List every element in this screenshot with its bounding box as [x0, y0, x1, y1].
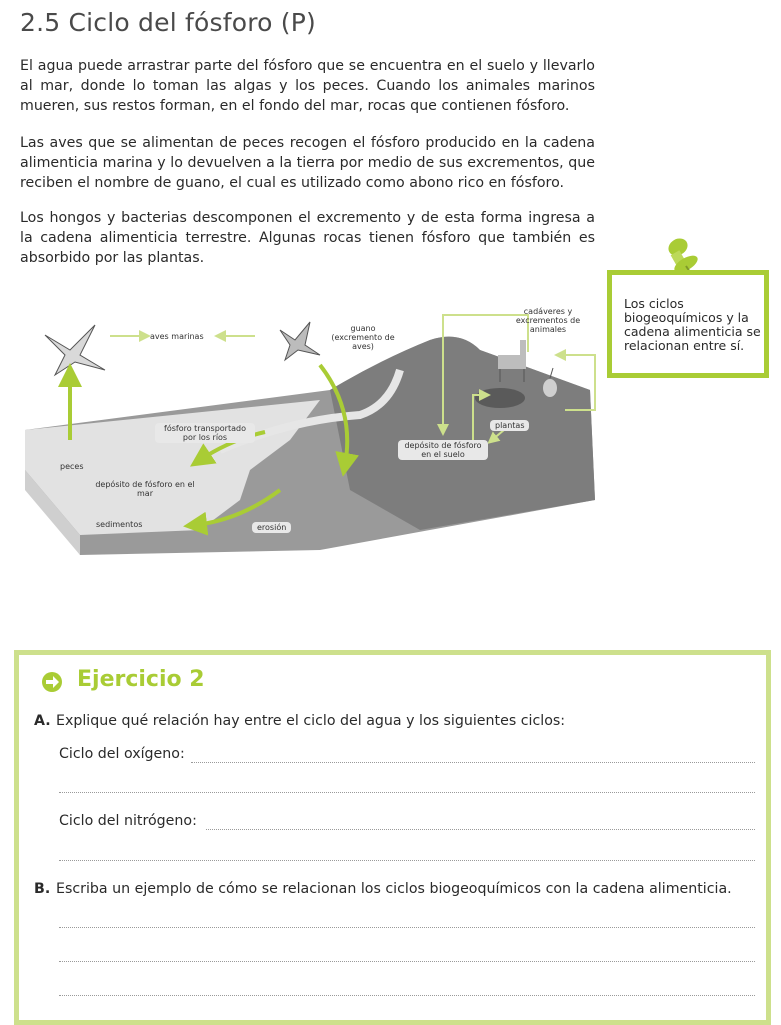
- page-title: 2.5 Ciclo del fósforo (P): [20, 8, 316, 37]
- exercise-box: [14, 650, 771, 1025]
- arrow-circle-icon: [41, 671, 63, 693]
- answer-line-nitrogen-2[interactable]: [59, 860, 755, 861]
- label-guano: guano (excremento de aves): [331, 324, 395, 351]
- label-erosion: erosión: [252, 522, 291, 533]
- question-a-text: Explique qué relación hay entre el ciclo del agua y los siguientes ciclos:: [56, 713, 566, 729]
- note-box: [607, 270, 769, 378]
- label-sedimentos: sedimentos: [96, 520, 143, 529]
- answer-line-b-1[interactable]: [59, 927, 755, 928]
- exercise-title: Ejercicio 2: [77, 667, 205, 692]
- answer-line-oxygen-1[interactable]: [191, 762, 755, 763]
- hare: [543, 368, 557, 397]
- answer-line-nitrogen-1[interactable]: [206, 829, 755, 830]
- answer-line-b-2[interactable]: [59, 961, 755, 962]
- label-fosforo-rios: fósforo transportado por los ríos: [155, 423, 255, 443]
- nitrogen-label: Ciclo del nitrógeno:: [59, 813, 197, 829]
- question-b: [34, 881, 732, 897]
- label-deposito-suelo: depósito de fósforo en el suelo: [398, 440, 488, 460]
- paragraph-3: Los hongos y bacterias descomponen el excremento y de esta forma ingresa a la cadena alimenticia terrestre. Algunas rocas tienen fósforo que también es absorbido por las plantas.: [20, 210, 595, 266]
- seabird-right: [280, 322, 320, 360]
- answer-line-oxygen-2[interactable]: [59, 792, 755, 793]
- question-a-letter: A.: [34, 713, 51, 729]
- oxygen-label: Ciclo del oxígeno:: [59, 746, 185, 762]
- paragraph-2: Las aves que se alimentan de peces recogen el fósforo producido en la cadena alimenticia marina y lo devuelven a la tierra por medio de sus excrementos, que reciben el nombre de guano, el cual es utilizado como abono rico en fósforo.: [20, 135, 595, 191]
- answer-line-b-3[interactable]: [59, 995, 755, 996]
- question-b-text: Escriba un ejemplo de cómo se relacionan los ciclos biogeoquímicos con la cadena alimenticia.: [56, 881, 732, 897]
- label-cadaveres: cadáveres y excrementos de animales: [515, 307, 581, 334]
- phosphorus-cycle-diagram: [20, 300, 620, 560]
- seabird-left: [45, 325, 105, 375]
- question-a: [34, 713, 565, 729]
- paragraph-1: El agua puede arrastrar parte del fósforo que se encuentra en el suelo y llevarlo al mar, donde lo toman las algas y los peces. Cuando los animales marinos mueren, sus restos forman, en el fondo del mar, rocas que contienen fósforo.: [20, 58, 595, 114]
- label-peces: peces: [60, 462, 84, 471]
- plants: [475, 388, 525, 408]
- label-aves-marinas: aves marinas: [150, 332, 204, 341]
- note-text: Los ciclos biogeoquímicos y la cadena alimenticia se relacionan entre sí.: [624, 296, 761, 353]
- label-deposito-mar: depósito de fósforo en el mar: [95, 480, 195, 498]
- question-b-letter: B.: [34, 881, 51, 897]
- label-plantas: plantas: [490, 420, 529, 431]
